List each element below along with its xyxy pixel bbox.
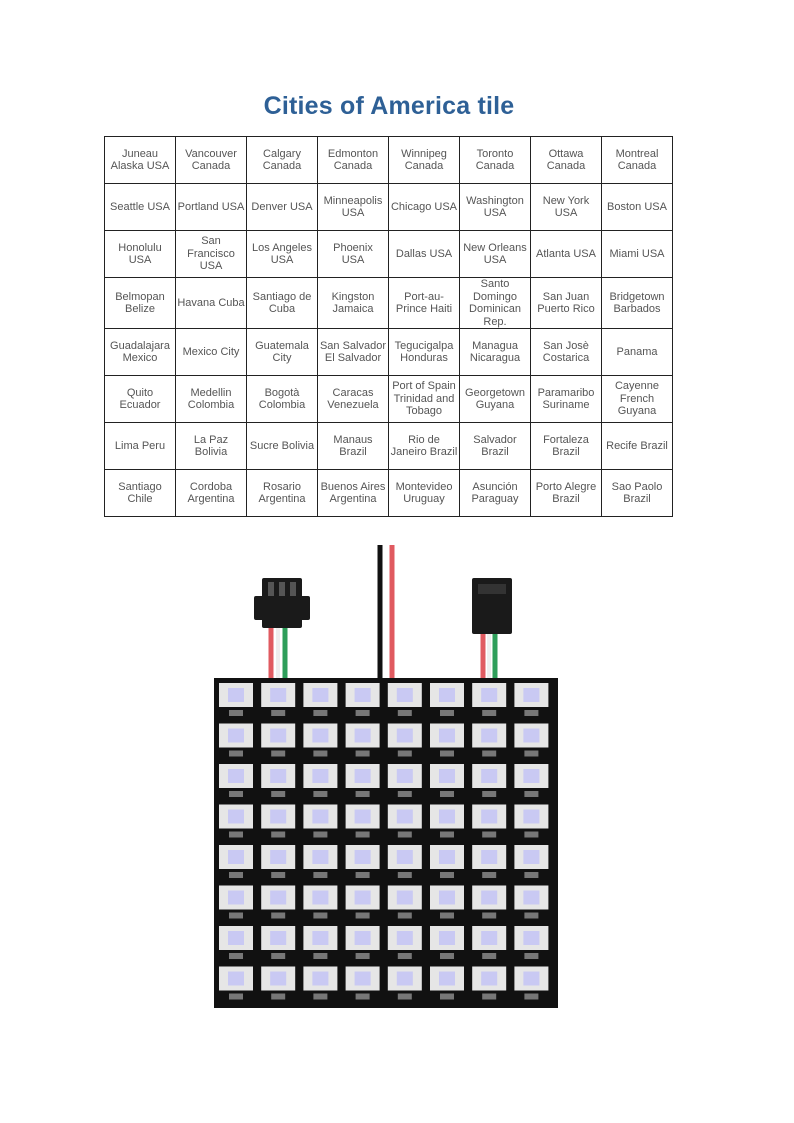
led-capacitor [440,953,454,959]
led-capacitor [440,791,454,797]
led-capacitor [229,913,243,919]
led-capacitor [440,710,454,716]
led-lens [397,729,413,743]
led-lens [523,769,539,783]
led-lens [481,769,497,783]
led-lens [312,972,328,986]
led-capacitor [398,913,412,919]
city-cell: Portland USA [176,184,247,231]
led-lens [439,972,455,986]
city-cell: Montevideo Uruguay [389,470,460,517]
city-cell: Guadalajara Mexico [105,329,176,376]
city-cell: Buenos Aires Argentina [318,470,389,517]
city-cell: Phoenix USA [318,231,389,278]
city-cell: Rio de Janeiro Brazil [389,423,460,470]
led-capacitor [482,751,496,757]
led-capacitor [229,751,243,757]
led-lens [439,850,455,864]
led-lens [439,769,455,783]
led-capacitor [229,832,243,838]
led-capacitor [356,832,370,838]
led-lens [270,810,286,824]
led-lens [270,769,286,783]
city-cell: Minneapolis USA [318,184,389,231]
led-lens [312,810,328,824]
led-capacitor [398,994,412,1000]
city-cell: Chicago USA [389,184,460,231]
led-lens [439,810,455,824]
led-capacitor [524,953,538,959]
led-lens [228,972,244,986]
city-cell: Juneau Alaska USA [105,137,176,184]
led-lens [355,850,371,864]
led-capacitor [271,913,285,919]
led-capacitor [398,791,412,797]
led-lens [270,891,286,905]
led-capacitor [271,832,285,838]
led-capacitor [229,953,243,959]
city-cell: New York USA [531,184,602,231]
city-cell: San Josè Costarica [531,329,602,376]
led-capacitor [440,913,454,919]
city-cell: Denver USA [247,184,318,231]
led-capacitor [313,751,327,757]
led-lens [397,688,413,702]
led-lens [355,972,371,986]
led-capacitor [482,832,496,838]
led-lens [228,891,244,905]
led-capacitor [313,913,327,919]
city-cell: Winnipeg Canada [389,137,460,184]
led-capacitor [356,913,370,919]
city-cell: Atlanta USA [531,231,602,278]
led-capacitor [313,791,327,797]
led-capacitor [440,832,454,838]
city-cell: San Juan Puerto Rico [531,278,602,329]
led-lens [481,891,497,905]
city-cell: Manaus Brazil [318,423,389,470]
city-cell: La Paz Bolivia [176,423,247,470]
city-cell: Cordoba Argentina [176,470,247,517]
left-connector-latch [300,596,310,620]
city-cell: Ottawa Canada [531,137,602,184]
led-lens [439,688,455,702]
led-capacitor [229,872,243,878]
led-lens [481,729,497,743]
led-capacitor [440,872,454,878]
led-lens [228,931,244,945]
led-capacitor [524,832,538,838]
led-lens [523,931,539,945]
city-cell: Sao Paolo Brazil [602,470,673,517]
city-cell: Medellin Colombia [176,376,247,423]
led-capacitor [271,953,285,959]
city-cell: Mexico City [176,329,247,376]
city-cell: Vancouver Canada [176,137,247,184]
led-capacitor [271,872,285,878]
led-lens [270,850,286,864]
led-lens [523,891,539,905]
city-cell: Bridgetown Barbados [602,278,673,329]
city-cell: Tegucigalpa Honduras [389,329,460,376]
led-capacitor [398,872,412,878]
city-cell: Calgary Canada [247,137,318,184]
led-lens [523,810,539,824]
led-capacitor [271,710,285,716]
led-lens [228,769,244,783]
led-lens [312,850,328,864]
led-lens [270,729,286,743]
led-capacitor [271,791,285,797]
led-capacitor [271,751,285,757]
city-cell: Santiago Chile [105,470,176,517]
led-lens [481,810,497,824]
led-lens [355,891,371,905]
city-cell: Fortaleza Brazil [531,423,602,470]
led-lens [355,729,371,743]
led-capacitor [440,751,454,757]
left-connector-pin [279,582,285,596]
city-cell: Edmonton Canada [318,137,389,184]
city-cell: Santo Domingo Dominican Rep. [460,278,531,329]
city-cell: Rosario Argentina [247,470,318,517]
city-cell: Toronto Canada [460,137,531,184]
led-lens [481,972,497,986]
led-lens [523,850,539,864]
right-connector-slot [478,584,506,594]
city-cell: New Orleans USA [460,231,531,278]
led-capacitor [524,872,538,878]
city-cell: Seattle USA [105,184,176,231]
led-lens [397,891,413,905]
city-cell: Kingston Jamaica [318,278,389,329]
led-capacitor [313,994,327,1000]
led-capacitor [229,994,243,1000]
led-capacitor [398,710,412,716]
led-capacitor [229,791,243,797]
city-cell: Dallas USA [389,231,460,278]
city-cell: Bogotà Colombia [247,376,318,423]
led-lens [439,931,455,945]
left-connector-pin [268,582,274,596]
led-lens [355,931,371,945]
led-lens [397,769,413,783]
led-capacitor [398,832,412,838]
led-capacitor [524,751,538,757]
led-lens [523,688,539,702]
led-lens [312,769,328,783]
city-cell: San Francisco USA [176,231,247,278]
led-capacitor [524,994,538,1000]
city-cell: Port-au- Prince Haiti [389,278,460,329]
led-capacitor [482,710,496,716]
right-connector [472,578,512,682]
city-cell: Montreal Canada [602,137,673,184]
city-cell: Porto Alegre Brazil [531,470,602,517]
led-lens [397,810,413,824]
led-capacitor [524,710,538,716]
city-cell: Asunción Paraguay [460,470,531,517]
city-cell: Honolulu USA [105,231,176,278]
led-capacitor [229,710,243,716]
city-cell: Port of Spain Trinidad and Tobago [389,376,460,423]
led-capacitor [356,751,370,757]
city-cell: Havana Cuba [176,278,247,329]
city-cell: Lima Peru [105,423,176,470]
city-cell: Panama [602,329,673,376]
led-lens [228,688,244,702]
city-cell: Cayenne French Guyana [602,376,673,423]
led-capacitor [482,791,496,797]
left-connector [254,578,310,682]
city-cell: Miami USA [602,231,673,278]
city-cell: Salvador Brazil [460,423,531,470]
led-lens [228,850,244,864]
led-lens [312,729,328,743]
led-lens [439,891,455,905]
led-capacitor [482,953,496,959]
led-capacitor [482,913,496,919]
city-cell: Georgetown Guyana [460,376,531,423]
led-capacitor [524,913,538,919]
led-lens [481,688,497,702]
led-lens [523,972,539,986]
led-capacitor [356,872,370,878]
city-cell: Quito Ecuador [105,376,176,423]
led-lens [397,850,413,864]
led-capacitor [313,832,327,838]
city-cell: Washington USA [460,184,531,231]
led-lens [523,729,539,743]
led-lens [270,972,286,986]
led-capacitor [356,953,370,959]
led-lens [397,972,413,986]
led-lens [228,810,244,824]
led-lens [355,810,371,824]
led-lens [312,891,328,905]
city-cell: Los Angeles USA [247,231,318,278]
left-connector-latch [254,596,264,620]
led-lens [270,688,286,702]
city-cell: Paramaribo Suriname [531,376,602,423]
city-cell: Guatemala City [247,329,318,376]
led-capacitor [524,791,538,797]
city-cell: Managua Nicaragua [460,329,531,376]
led-lens [228,729,244,743]
led-capacitor [356,994,370,1000]
led-lens [312,688,328,702]
led-capacitor [313,953,327,959]
led-capacitor [482,872,496,878]
led-capacitor [271,994,285,1000]
city-cell: Boston USA [602,184,673,231]
left-connector-pin [290,582,296,596]
city-cell: Recife Brazil [602,423,673,470]
led-lens [481,850,497,864]
led-lens [397,931,413,945]
city-cell: Caracas Venezuela [318,376,389,423]
led-capacitor [398,953,412,959]
city-cell: San Salvador El Salvador [318,329,389,376]
led-lens [270,931,286,945]
city-cell: Santiago de Cuba [247,278,318,329]
led-lens [312,931,328,945]
led-lens [355,769,371,783]
led-lens [439,729,455,743]
led-capacitor [313,872,327,878]
city-cell: Sucre Bolivia [247,423,318,470]
led-capacitor [440,994,454,1000]
page-title: Cities of America tile [263,92,515,120]
led-capacitor [398,751,412,757]
led-capacitor [482,994,496,1000]
led-capacitor [356,791,370,797]
led-lens [355,688,371,702]
city-cell: Belmopan Belize [105,278,176,329]
led-capacitor [356,710,370,716]
led-capacitor [313,710,327,716]
led-lens [481,931,497,945]
